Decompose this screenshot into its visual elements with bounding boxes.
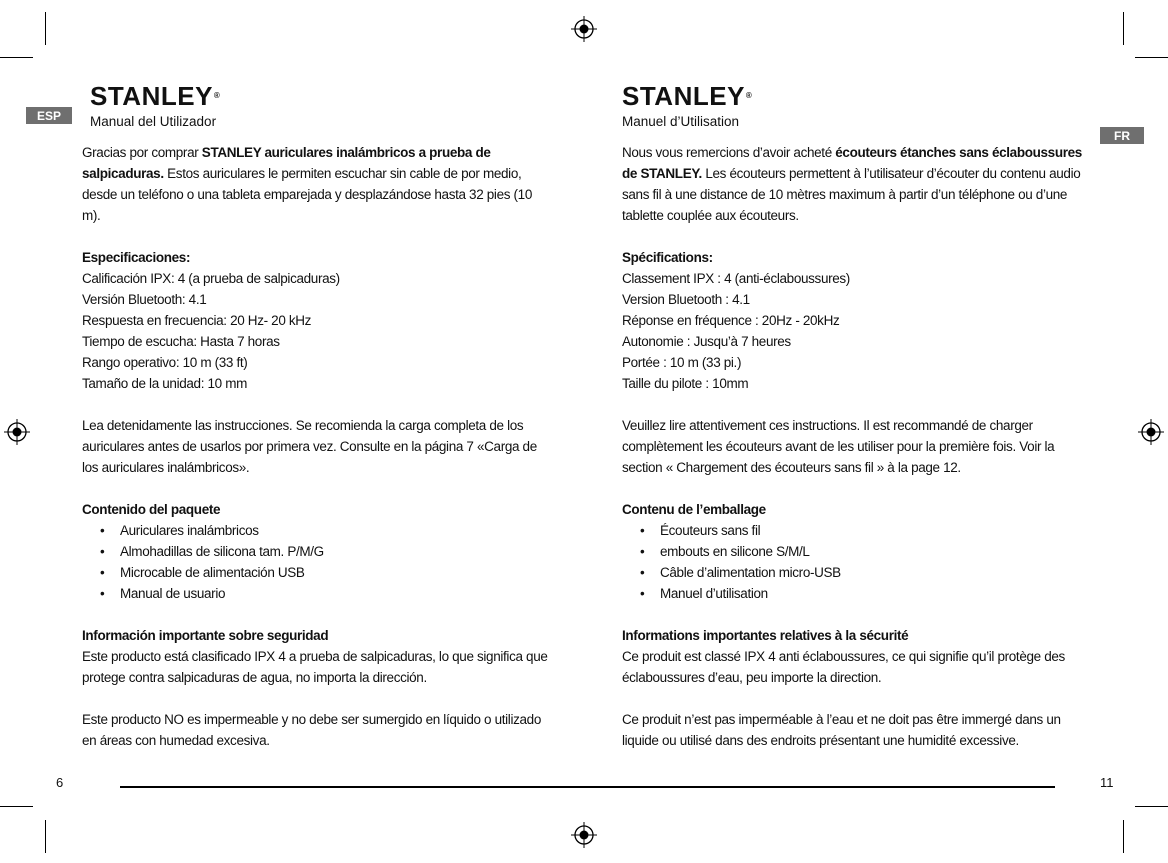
intro-product-name: écouteurs étanches sans éclaboussures de STANLEY. [622, 145, 1082, 181]
spec-line: Calificación IPX: 4 (a prueba de salpicaduras) [82, 271, 340, 286]
safety-heading: Información importante sobre seguridad [82, 628, 329, 643]
spec-line: Rango operativo: 10 m (33 ft) [82, 355, 248, 370]
registered-mark: ® [745, 91, 753, 100]
manual-subtitle-left: Manual del Utilizador [90, 114, 217, 129]
spec-line: Respuesta en frecuencia: 20 Hz- 20 kHz [82, 313, 312, 328]
registration-mark-left [4, 419, 30, 445]
list-item: • Manuel d’utilisation [640, 583, 1084, 604]
list-item: • embouts en silicone S/M/L [640, 541, 1084, 562]
package-list [82, 520, 552, 604]
crop-mark-bottom-left-v [45, 820, 46, 853]
list-item: • Manual de usuario [100, 583, 552, 604]
safety-paragraph: Este producto NO es impermeable y no debe ser sumergido en líquido o utilizado en áreas con humedad excesiva. [82, 712, 541, 748]
spec-line: Versión Bluetooth: 4.1 [82, 292, 207, 307]
spec-line: Autonomie : Jusqu’à 7 heures [622, 334, 791, 349]
page-number-left: 6 [56, 775, 64, 790]
crop-mark-top-left-h [0, 57, 33, 58]
stanley-logo-left [90, 83, 220, 109]
manual-subtitle-right: Manuel d’Utilisation [622, 114, 740, 129]
list-item: • Écouteurs sans fil [640, 520, 1084, 541]
language-tab-esp: ESP [26, 107, 72, 124]
specs-heading: Especificaciones: [82, 250, 191, 265]
registration-mark-top [571, 16, 597, 42]
crop-mark-bottom-right-h [1135, 806, 1168, 807]
safety-paragraph: Este producto está clasificado IPX 4 a prueba de salpicaduras, lo que significa que protege contra salpicaduras de agua, no importa la dirección. [82, 649, 548, 685]
intro-paragraph: Nous vous remercions d’avoir acheté écouteurs étanches sans éclaboussures de STANLEY. Les écouteurs permettent à l’utilisateur d’écouter du contenu audio sans fil à une distance de 10 mètres maximum à partir d’un téléphone ou d’une tablette couplée aux écouteurs. [622, 145, 1082, 223]
spec-line: Classement IPX : 4 (anti-éclaboussures) [622, 271, 850, 286]
list-item: • Câble d’alimentation micro-USB [640, 562, 1084, 583]
safety-paragraph: Ce produit est classé IPX 4 anti éclaboussures, ce qui signifie qu’il protège des éclaboussures d’eau, peu importe la direction. [622, 649, 1065, 685]
intro-paragraph: Gracias por comprar STANLEY auriculares inalámbricos a prueba de salpicaduras. Estos auriculares le permiten escuchar sin cable de por medio, desde un teléfono o una tableta emparejada y desplazándose hasta 32 pies (10 m). [82, 145, 533, 223]
package-heading: Contenu de l’emballage [622, 502, 766, 517]
page-body-left [82, 142, 552, 751]
spec-line: Version Bluetooth : 4.1 [622, 292, 750, 307]
safety-paragraph: Ce produit n’est pas imperméable à l’eau et ne doit pas être immergé dans un liquide ou utilisé dans des endroits présentant une humidité excessive. [622, 712, 1061, 748]
brand-wordmark: STANLEY [90, 81, 213, 111]
registered-mark: ® [213, 91, 221, 100]
list-item: • Microcable de alimentación USB [100, 562, 552, 583]
crop-mark-top-left-v [45, 12, 46, 45]
spec-line: Tiempo de escucha: Hasta 7 horas [82, 334, 280, 349]
spec-line: Taille du pilote : 10mm [622, 376, 749, 391]
brand-wordmark: STANLEY [622, 81, 745, 111]
registration-mark-right [1138, 419, 1164, 445]
intro-product-name: STANLEY auriculares inalámbricos a prueba de salpicaduras. [82, 145, 491, 181]
safety-heading: Informations importantes relatives à la sécurité [622, 628, 909, 643]
crop-mark-bottom-right-v [1123, 820, 1124, 853]
crop-mark-bottom-left-h [0, 806, 33, 807]
stanley-logo-right [622, 83, 752, 109]
instructions-paragraph: Lea detenidamente las instrucciones. Se recomienda la carga completa de los auriculares antes de usarlos por primera vez. Consulte en la página 7 «Carga de los auriculares inalámbricos». [82, 418, 537, 475]
footer-rule [120, 786, 1055, 788]
crop-mark-top-right-h [1135, 57, 1168, 58]
specs-heading: Spécifications: [622, 250, 713, 265]
list-item: • Almohadillas de silicona tam. P/M/G [100, 541, 552, 562]
registration-mark-bottom [571, 822, 597, 848]
spec-line: Tamaño de la unidad: 10 mm [82, 376, 248, 391]
page-body-right [622, 142, 1084, 751]
page-number-right: 11 [1100, 775, 1114, 790]
crop-mark-top-right-v [1123, 12, 1124, 45]
package-heading: Contenido del paquete [82, 502, 221, 517]
package-list [622, 520, 1084, 604]
spec-line: Portée : 10 m (33 pi.) [622, 355, 742, 370]
list-item: • Auriculares inalámbricos [100, 520, 552, 541]
instructions-paragraph: Veuillez lire attentivement ces instructions. Il est recommandé de charger complètement les écouteurs avant de les utiliser pour la première fois. Voir la section « Chargement des écouteurs sans fil » à la page 12. [622, 418, 1055, 475]
spec-line: Réponse en fréquence : 20Hz - 20kHz [622, 313, 840, 328]
language-tab-fr: FR [1100, 127, 1144, 144]
